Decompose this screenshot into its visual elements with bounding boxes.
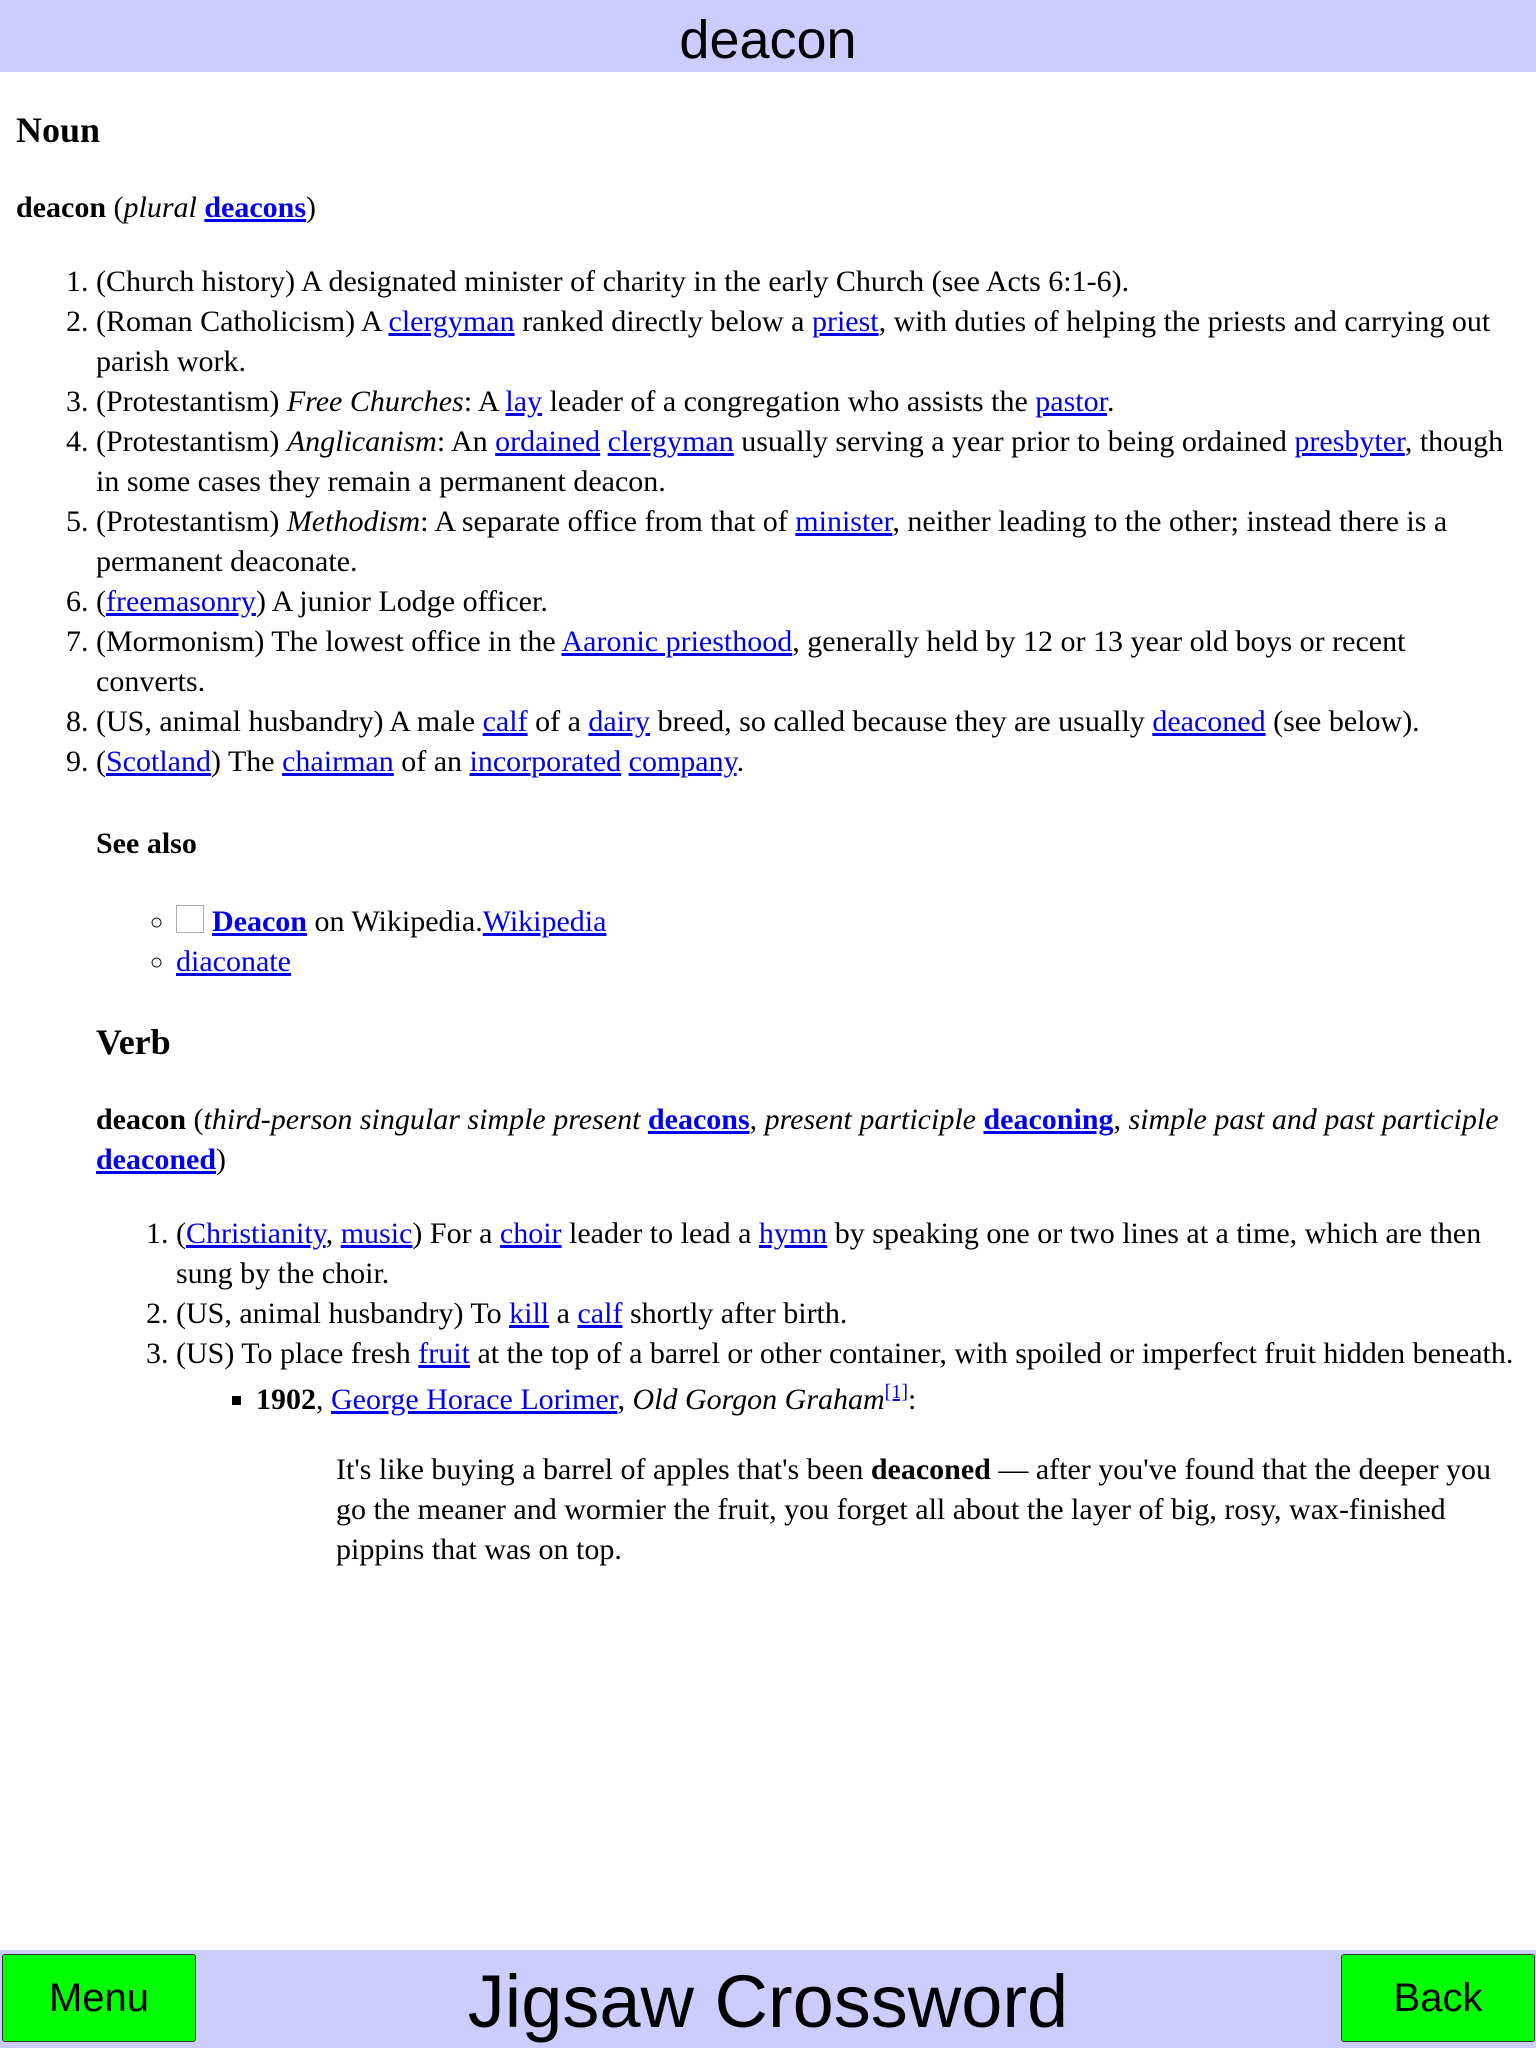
link-dairy[interactable]: dairy: [588, 705, 651, 738]
link-lay[interactable]: lay: [505, 385, 543, 418]
form-label: present participle: [764, 1103, 976, 1136]
link-author[interactable]: George Horace Lorimer: [331, 1383, 618, 1416]
link-freemasonry[interactable]: freemasonry: [106, 585, 256, 618]
noun-definition-6: 6. (freemasonry) A junior Lodge officer.: [96, 582, 1520, 622]
link-fruit[interactable]: fruit: [418, 1337, 470, 1370]
verb-headword-line: deacon (third-person singular simple present deacons, present participle deaconing, simple past and past participle deaconed): [96, 1103, 1499, 1176]
definition-text: a: [549, 1297, 578, 1330]
menu-button[interactable]: Menu: [2, 1954, 196, 2042]
link-calf[interactable]: calf: [577, 1297, 623, 1330]
quotation-text: [336, 1450, 1520, 1570]
noun-definition-4: [96, 422, 1520, 502]
definition-text: : A: [463, 385, 506, 418]
definition-text: by speaking one or two lines at a time, which are then sung by the choir.: [176, 1217, 1482, 1290]
noun-definition-8: [96, 702, 1520, 742]
noun-heading: Noun: [16, 110, 101, 150]
noun-definition-1: [96, 262, 1520, 302]
entry-content: [16, 72, 1520, 1570]
noun-definition-5: [96, 502, 1520, 582]
form-label: third-person singular simple present: [203, 1103, 641, 1136]
quote-text: — after you've found that the deeper you go the meaner and wormier the fruit, you forget all about the layer of big, rosy, wax-finished pippins that was on top.: [336, 1453, 1492, 1566]
page-title-bar: [0, 0, 1536, 72]
noun-definition-2: [96, 302, 1520, 382]
see-also-list: [96, 902, 1520, 982]
noun-headword: deacon: [16, 191, 106, 224]
definition-text: (Roman Catholicism) A: [96, 305, 389, 338]
definition-text: leader to lead a: [561, 1217, 759, 1250]
link-priest[interactable]: priest: [811, 305, 879, 338]
context-label: Anglicanism: [286, 425, 437, 458]
link-aaronic-priesthood[interactable]: Aaronic priesthood: [561, 625, 793, 658]
definition-text: : A separate office from that of: [420, 505, 796, 538]
definition-text: (Church history) A designated minister of charity in the early Church (see Acts 6:1-6).: [96, 265, 1130, 298]
definition-text: , with duties of helping the priests and carrying out parish work.: [96, 305, 1491, 378]
link-clergyman[interactable]: clergyman: [388, 305, 515, 338]
verb-heading: Verb: [96, 1022, 171, 1062]
definition-text: (Protestantism): [96, 425, 287, 458]
form-label: simple past and past participle: [1128, 1103, 1499, 1136]
link-kill[interactable]: kill: [509, 1297, 550, 1330]
link-diaconate[interactable]: diaconate: [176, 945, 291, 978]
definition-text: (see below).: [1265, 705, 1420, 738]
definition-text: (US, animal husbandry) A male: [96, 705, 483, 738]
link-deacons[interactable]: deacons: [647, 1103, 750, 1136]
see-also-section: [96, 824, 1520, 864]
definition-text: ranked directly below a: [514, 305, 812, 338]
definition-text: : An: [436, 425, 496, 458]
verb-definition-1: 1. (Christianity, music) For a choir leader to lead a hymn by speaking one or two lines at a time, which are then sung by the choir.: [176, 1214, 1520, 1294]
quotation-list: [176, 1380, 1520, 1570]
quotation-citation: ▪ 1902, George Horace Lorimer, Old Gorgon Graham[1]: It's like buying a barrel of apples that's been deaconed — after you've found that the deeper you go the meaner and wormier the fruit, you forget all about the layer of big, rosy, wax-finished pippins that was on top.: [256, 1380, 1520, 1570]
definition-text: of a: [527, 705, 589, 738]
link-scotland[interactable]: Scotland: [106, 745, 211, 778]
noun-definition-3: [96, 382, 1520, 422]
link-deaconed[interactable]: deaconed: [1152, 705, 1266, 738]
definition-text: , though in some cases they remain a permanent deacon.: [96, 425, 1504, 498]
definition-text: The: [221, 745, 283, 778]
definition-text: (US) To place fresh: [176, 1337, 419, 1370]
noun-headword-line: deacon (plural deacons): [16, 191, 317, 224]
definition-text: , generally held by 12 or 13 year old boys or recent converts.: [96, 625, 1406, 698]
definition-text: .: [736, 745, 745, 778]
definition-text: .: [1106, 385, 1115, 418]
verb-headword: deacon: [96, 1103, 186, 1136]
link-choir[interactable]: choir: [499, 1217, 562, 1250]
verb-definition-3: [176, 1334, 1520, 1570]
link-minister[interactable]: minister: [795, 505, 893, 538]
bottom-bar: [0, 1950, 1536, 2048]
definition-text: (Protestantism): [96, 385, 287, 418]
definition-text: leader of a congregation who assists the: [542, 385, 1036, 418]
definition-text: A junior Lodge officer.: [265, 585, 548, 618]
link-christianity[interactable]: Christianity: [186, 1217, 326, 1250]
link-music[interactable]: music: [340, 1217, 413, 1250]
noun-definition-9: 9. (Scotland) The chairman of an incorporated company.: [96, 742, 1520, 782]
page-title: deacon: [679, 10, 857, 70]
plural-label: plural: [123, 191, 197, 224]
noun-definitions: [16, 262, 1520, 782]
link-incorporated[interactable]: incorporated: [469, 745, 622, 778]
quote-text: It's like buying a barrel of apples that's been: [336, 1453, 871, 1486]
see-also-text: on Wikipedia.: [306, 905, 483, 938]
link-presbyter[interactable]: presbyter: [1294, 425, 1405, 458]
definition-text: usually serving a year prior to being ordained: [733, 425, 1295, 458]
plural-link[interactable]: deacons: [204, 191, 307, 224]
reference-link[interactable]: [1]: [884, 1381, 908, 1403]
link-pastor[interactable]: pastor: [1035, 385, 1107, 418]
definition-text: at the top of a barrel or other container, with spoiled or imperfect fruit hidden beneath.: [469, 1337, 1514, 1370]
definition-text: (Mormonism) The lowest office in the: [96, 625, 562, 658]
definition-text: (Protestantism): [96, 505, 287, 538]
definition-text: (US, animal husbandry) To: [176, 1297, 510, 1330]
context-label: Free Churches: [286, 385, 464, 418]
link-clergyman[interactable]: clergyman: [607, 425, 734, 458]
noun-definition-7: [96, 622, 1520, 702]
link-deacon-wikipedia[interactable]: Deacon: [212, 905, 307, 938]
definition-text: shortly after birth.: [622, 1297, 848, 1330]
citation-work: Old Gorgon Graham: [632, 1383, 885, 1416]
link-deaconed[interactable]: deaconed: [96, 1143, 216, 1176]
link-calf[interactable]: calf: [482, 705, 528, 738]
definition-text: For a: [422, 1217, 500, 1250]
back-button[interactable]: Back: [1341, 1954, 1535, 2042]
definition-text: breed, so called because they are usually: [650, 705, 1153, 738]
citation-year: 1902: [256, 1383, 316, 1416]
link-hymn[interactable]: hymn: [758, 1217, 828, 1250]
link-chairman[interactable]: chairman: [282, 745, 394, 778]
definition-text: of an: [393, 745, 470, 778]
see-also-item-wikipedia: [176, 902, 1520, 942]
link-company[interactable]: company: [628, 745, 737, 778]
see-also-item-diaconate: [176, 942, 1520, 982]
verb-definition-2: [176, 1294, 1520, 1334]
see-also-heading: See also: [96, 827, 197, 860]
link-ordained[interactable]: ordained: [495, 425, 601, 458]
verb-section: [96, 1020, 1520, 1570]
app-title: Jigsaw Crossword: [467, 1960, 1069, 2043]
verb-definitions: [96, 1214, 1520, 1570]
context-label: Methodism: [286, 505, 421, 538]
quote-highlight: deaconed: [870, 1453, 991, 1486]
link-wikipedia[interactable]: Wikipedia: [482, 905, 607, 938]
wikipedia-icon: [176, 905, 204, 933]
definition-text: , neither leading to the other; instead there is a permanent deaconate.: [96, 505, 1448, 578]
link-deaconing[interactable]: deaconing: [983, 1103, 1114, 1136]
